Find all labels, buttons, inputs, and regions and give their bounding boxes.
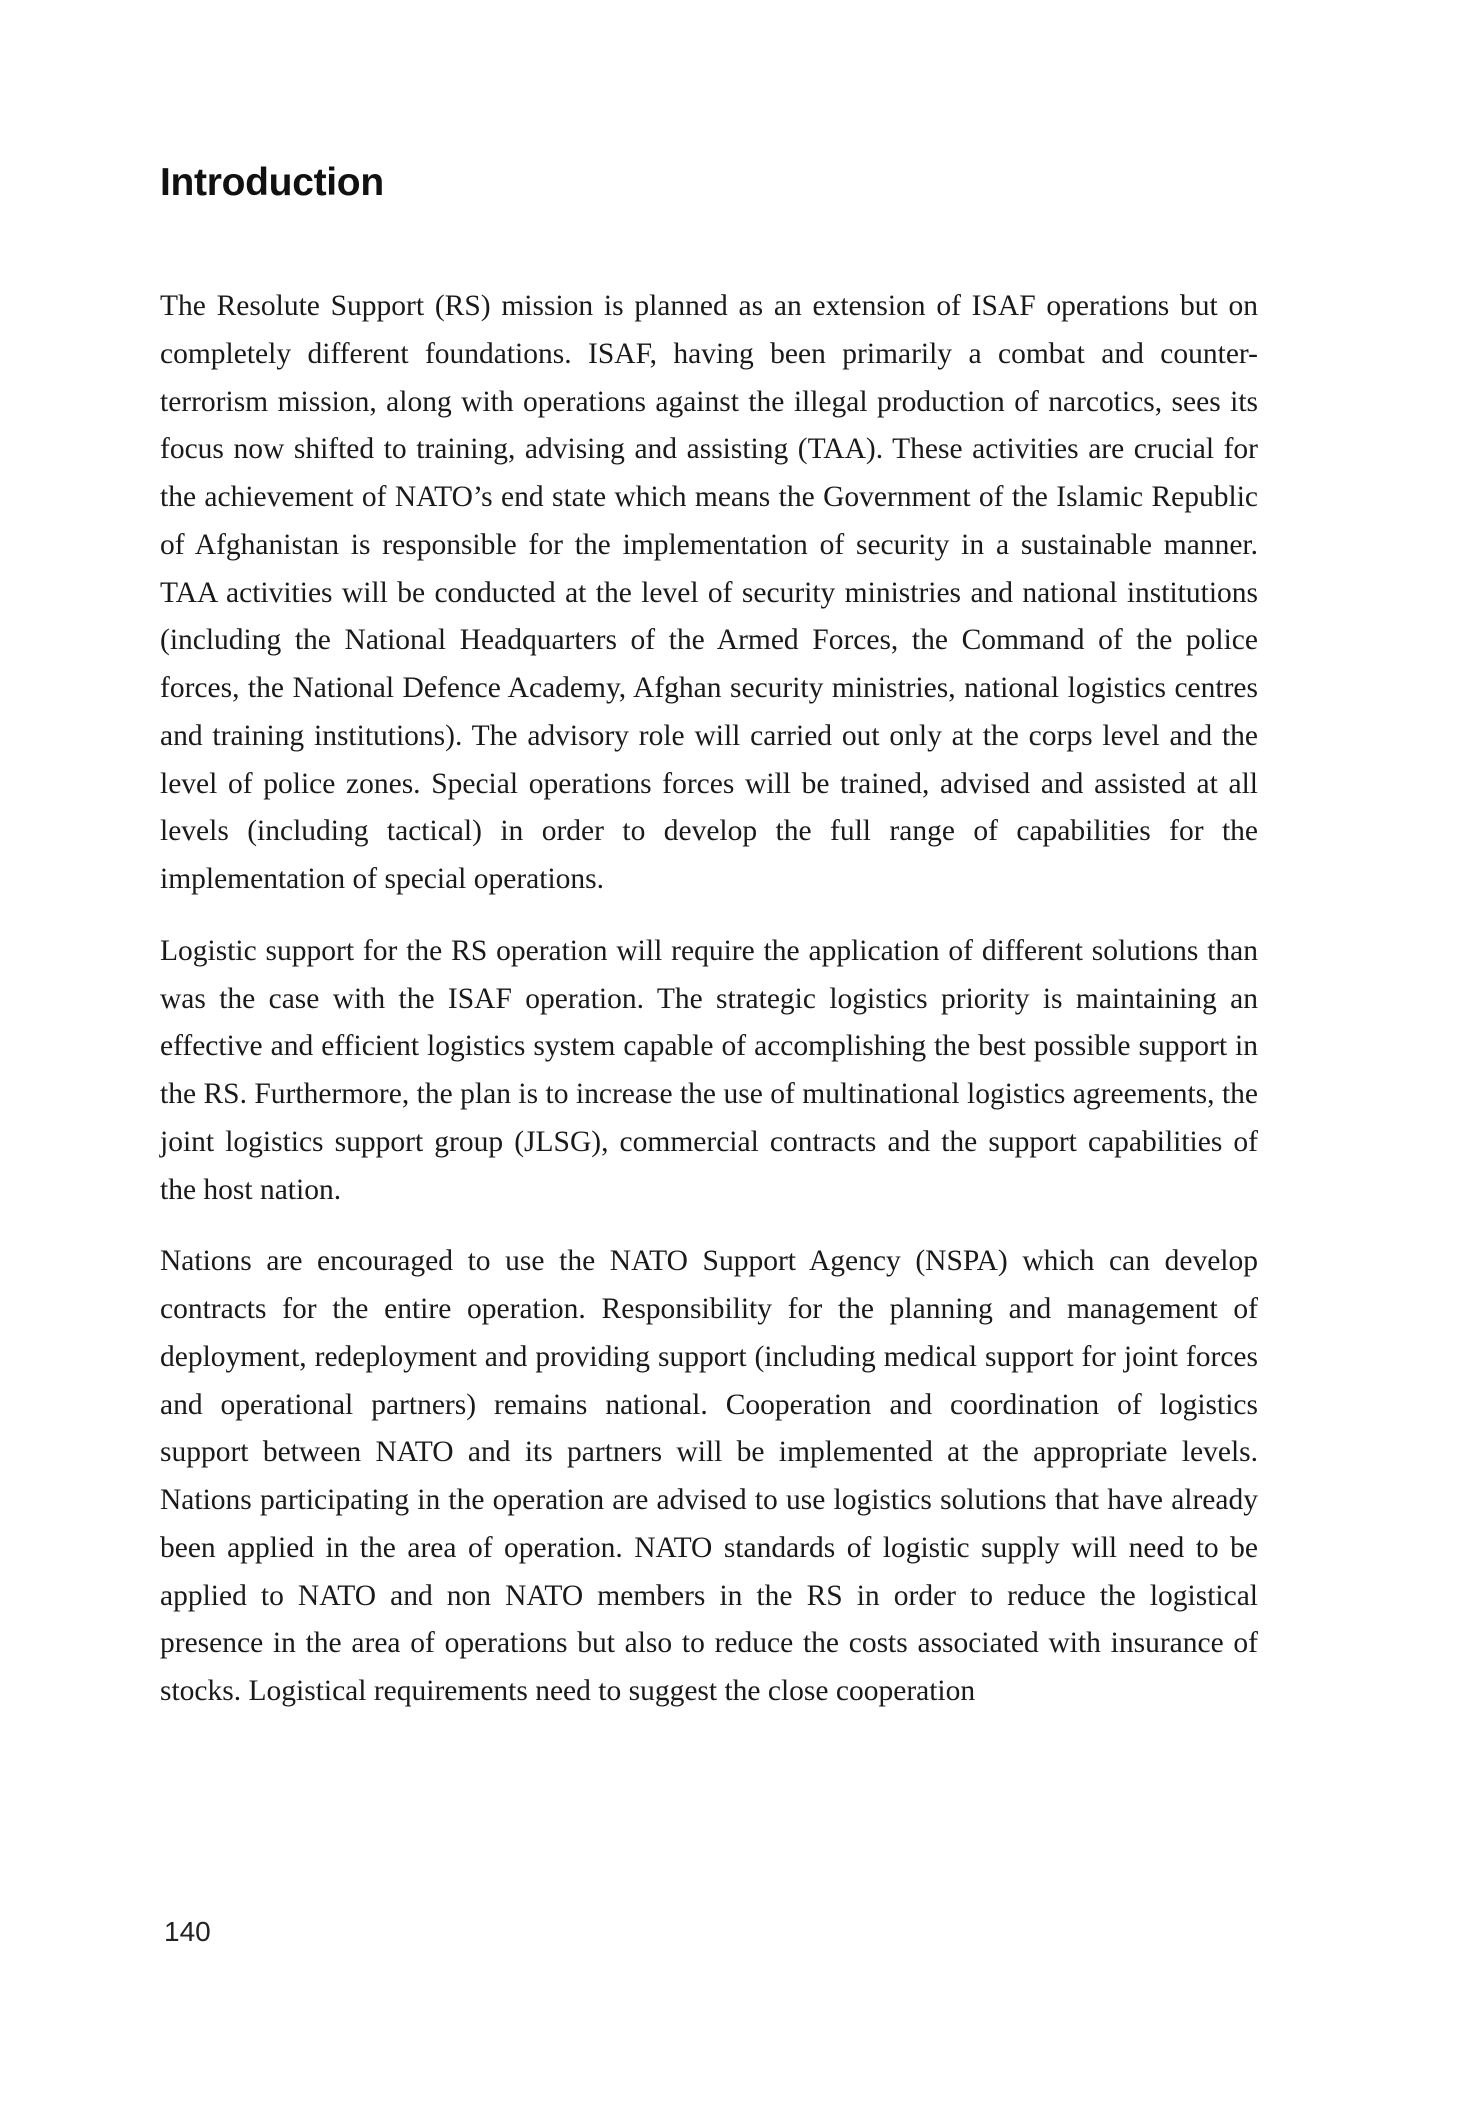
paragraph-nations-nspa: Nations are encouraged to use the NATO Support Agency (NSPA) which can develop contracts for the entire operation. Responsibility for the planning and management of deployment, redeployment and providing support (including medical support for joint forces and operational partners) remains national. Cooperation and coordination of logistics support between NATO and its partners will be implemented at the appropriate levels. Nations participating in the operation are advised to use logistics solutions that have already been applied in the area of operation. NATO standards of logistic supply will need to be applied to NATO and non NATO members in the RS in order to reduce the logistical presence in the area of operations but also to reduce the costs associated with insurance of stocks. Logistical requirements need to suggest the close cooperation bbox=[160, 1245, 1258, 1707]
paragraph-logistic-support: Logistic support for the RS operation will require the application of different solutions than was the case with the ISAF operation. The strategic logistics priority is maintaining an effective and efficient logistics system capable of accomplishing the best possible support in the RS. Furthermore, the plan is to increase the use of multinational logistics agreements, the joint logistics support group (JLSG), commercial contracts and the support capabilities of the host nation. bbox=[160, 934, 1258, 1206]
body-text bbox=[160, 283, 1258, 1716]
paragraph-resolute-support: The Resolute Support (RS) mission is planned as an extension of ISAF operations but on completely different foundations. ISAF, having been primarily a combat and counter-terrorism mission, along with operations against the illegal production of narcotics, sees its focus now shifted to training, advising and assisting (TAA). These activities are crucial for the achievement of NATO’s end state which means the Government of the Islamic Republic of Afghanistan is responsible for the implementation of security in a sustainable manner. TAA activities will be conducted at the level of security ministries and national institutions (including the National Headquarters of the Armed Forces, the Command of the police forces, the National Defence Academy, Afghan security ministries, national logistics centres and training institutions). The advisory role will carried out only at the corps level and the level of police zones. Special operations forces will be trained, advised and assisted at all levels (including tactical) in order to develop the full range of capabilities for the implementation of special operations. bbox=[160, 290, 1258, 895]
page-number: 140 bbox=[164, 1916, 211, 1947]
section-heading: Introduction bbox=[160, 161, 384, 204]
